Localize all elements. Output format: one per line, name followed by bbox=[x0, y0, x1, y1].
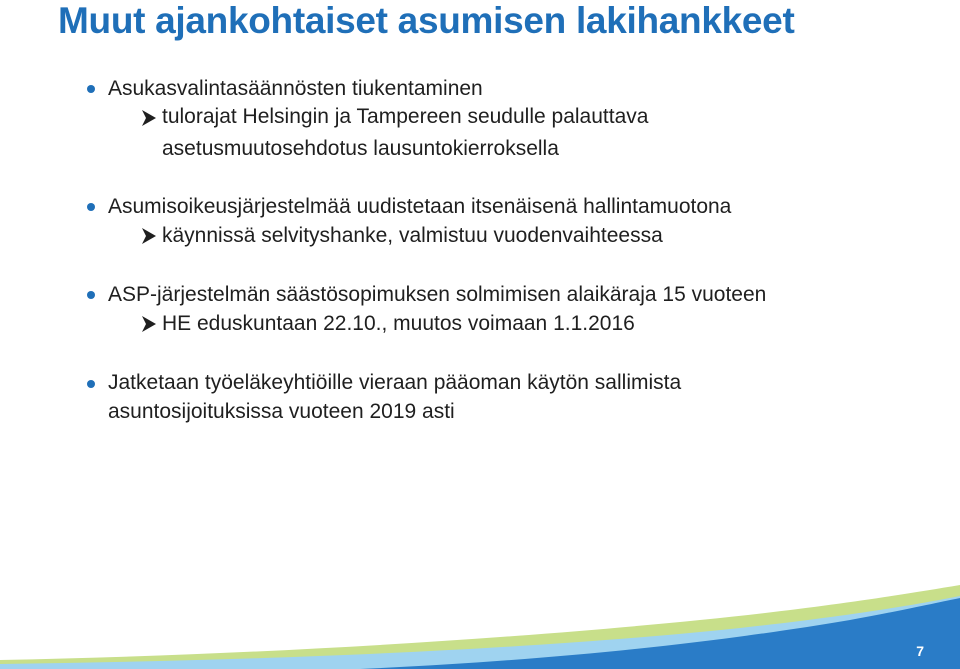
bullet-dot-icon bbox=[87, 203, 95, 211]
slide-title: Muut ajankohtaiset asumisen lakihankkeet bbox=[58, 0, 795, 41]
sub-item-1-2: asetusmuutosehdotus lausuntokierroksella bbox=[162, 137, 559, 160]
bullet-item-2: Asumisoikeusjärjestelmää uudistetaan itsenäisenä hallintamuotona bbox=[108, 195, 732, 218]
arrow-bullet-icon bbox=[140, 226, 158, 246]
arrow-bullet-icon bbox=[140, 108, 158, 128]
sub-item-3-1: HE eduskuntaan 22.10., muutos voimaan 1.1.2016 bbox=[162, 312, 635, 335]
sub-item-2-1: käynnissä selvityshanke, valmistuu vuodenvaihteessa bbox=[162, 224, 663, 247]
sub-item-1-1: tulorajat Helsingin ja Tampereen seudulle palauttava bbox=[162, 105, 649, 128]
arrow-bullet-icon bbox=[140, 314, 158, 334]
bullet-item-4: Jatketaan työeläkeyhtiöille vieraan pääoman käytön sallimista bbox=[108, 371, 682, 394]
bullet-item-4-continuation: asuntosijoituksissa vuoteen 2019 asti bbox=[108, 400, 455, 423]
bullet-dot-icon bbox=[87, 380, 95, 388]
bullet-item-3: ASP-järjestelmän säästösopimuksen solmimisen alaikäraja 15 vuoteen bbox=[108, 283, 767, 306]
bullet-dot-icon bbox=[87, 85, 95, 93]
bullet-dot-icon bbox=[87, 291, 95, 299]
bullet-item-1: Asukasvalintasäännösten tiukentaminen bbox=[108, 77, 483, 100]
footer-wave-decoration bbox=[0, 560, 960, 669]
page-number: 7 bbox=[916, 643, 924, 659]
